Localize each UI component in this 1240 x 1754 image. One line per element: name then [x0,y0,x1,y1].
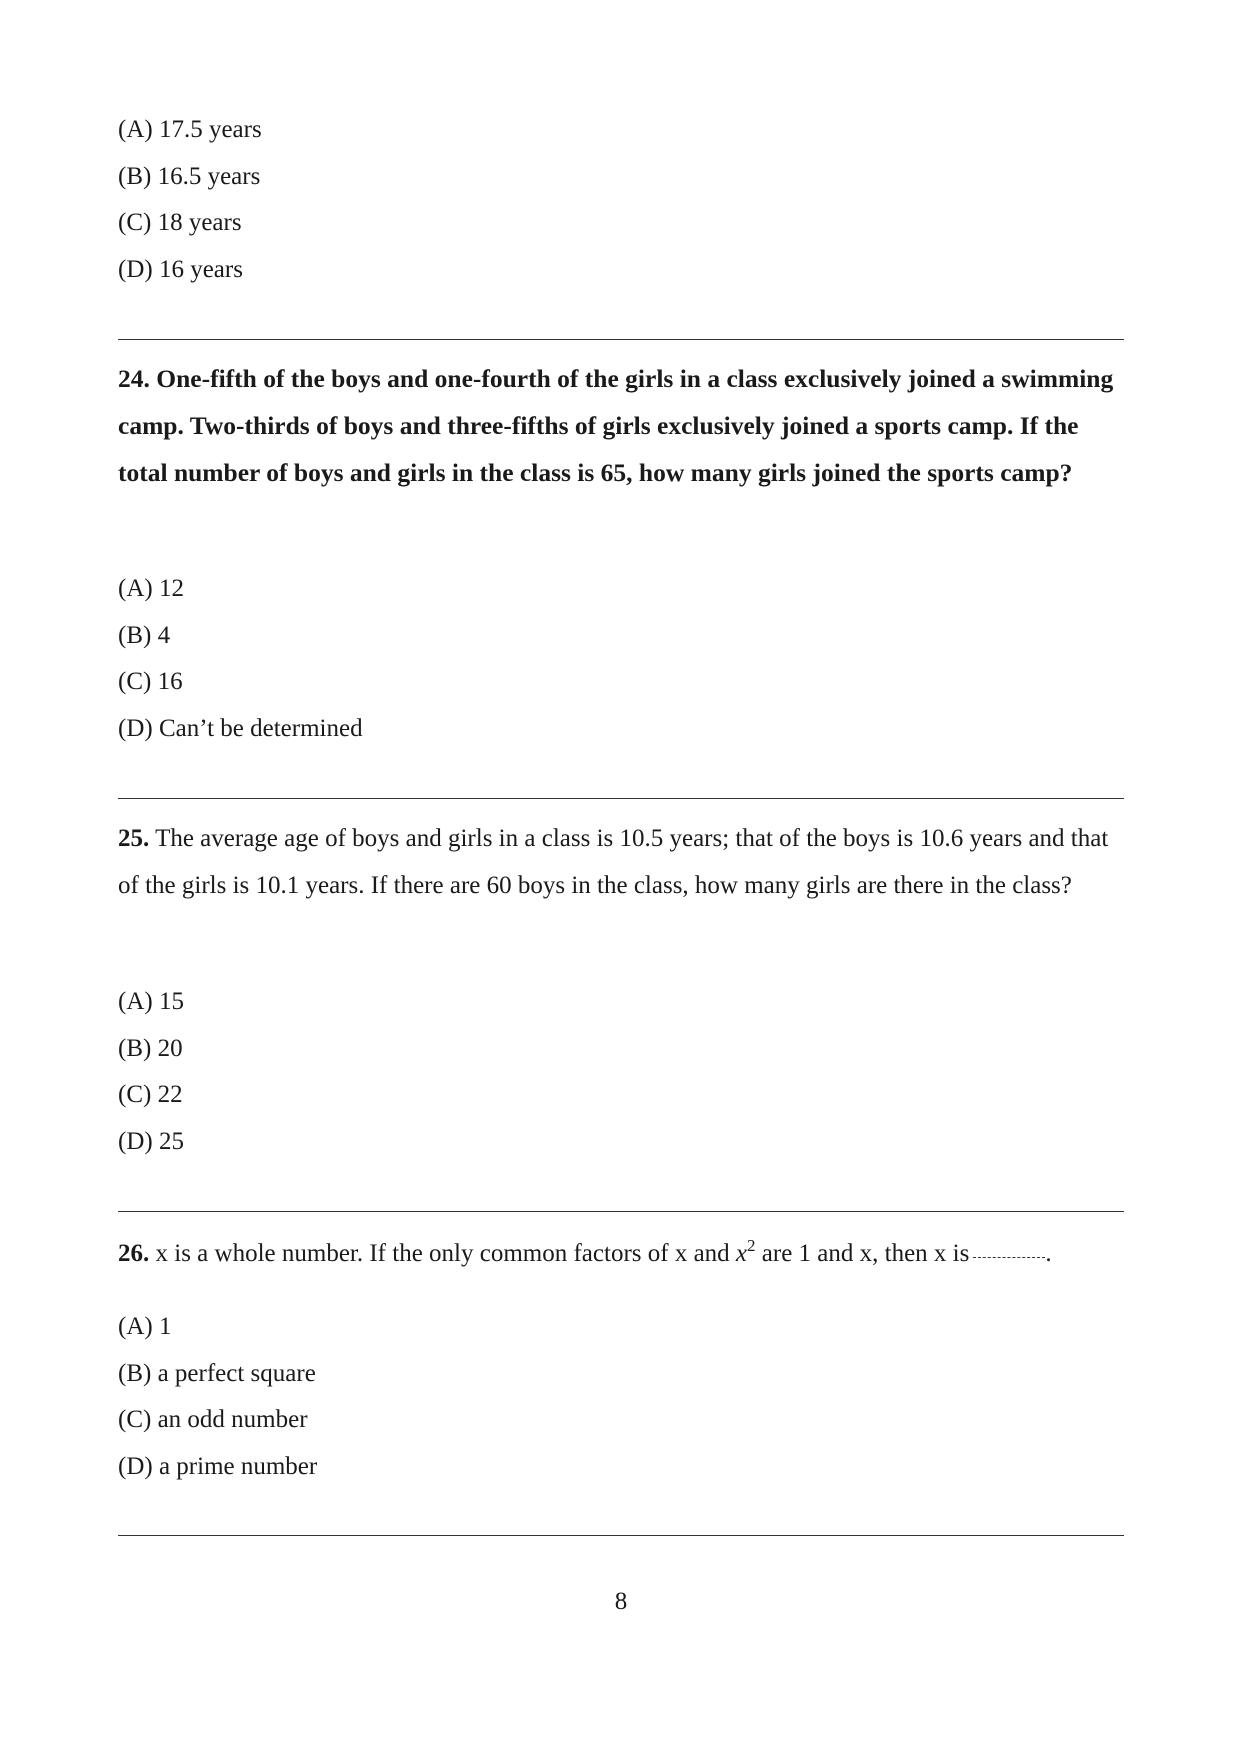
divider-4 [118,1535,1124,1536]
q24-option-b: (B) 4 [118,621,171,649]
divider-3 [118,1211,1124,1212]
q26-option-c: (C) an odd number [118,1406,308,1434]
q26-option-a: (A) 1 [118,1313,172,1340]
divider-2 [118,798,1124,799]
document-page [118,0,1124,1754]
q23-option-d: (D) 16 years [118,256,243,284]
q25-option-b: (B) 20 [118,1034,183,1062]
q26-number: 26. [118,1240,150,1267]
q25-option-c: (C) 22 [118,1081,183,1109]
q24-options [118,566,363,753]
q25-option-d: (D) 25 [118,1128,184,1156]
q23-options [118,107,262,294]
q23-option-b: (B) 16.5 years [118,162,261,190]
q26-text-after: are 1 and x, then x is [761,1240,970,1267]
q26-option-d: (D) a prime number [118,1453,318,1481]
q24-text: 24. One-fifth of the boys and one-fourth of the girls in a class exclusively joined a swimming camp. Two-thirds of boys and three-fifths of girls exclusively joined a sports camp. If the total number of boys and girls in the class is 65, how many girls joined the sports camp? [118,364,1114,487]
q26-exponent: 2 [747,1236,756,1255]
q26-option-b: (B) a perfect square [118,1359,316,1387]
q26-end-punct: . [1045,1240,1052,1267]
q23-option-a: (A) 17.5 years [118,116,262,143]
q26-text-before: x is a whole number. If the only common factors of x and [155,1240,730,1267]
q25-number: 25. [118,825,150,852]
q26-answer-blank [973,1256,1045,1258]
q24-option-a: (A) 12 [118,575,184,602]
divider-1 [118,339,1124,340]
q24-option-d: (D) Can’t be determined [118,715,363,743]
q25-options [118,979,184,1166]
page-number: 8 [614,1588,628,1615]
q25-question [118,815,1124,909]
q26-math-variable: x [735,1240,748,1267]
q25-option-a: (A) 15 [118,988,184,1015]
q26-question [118,1230,1124,1277]
q26-options [118,1304,317,1491]
q24-option-c: (C) 16 [118,668,183,696]
q25-text: The average age of boys and girls in a class is 10.5 years; that of the boys is 10.6 years and that of the girls is 10.1 years. If there are 60 boys in the class, how many girls are there in the class? [118,825,1109,899]
q23-option-c: (C) 18 years [118,209,242,237]
